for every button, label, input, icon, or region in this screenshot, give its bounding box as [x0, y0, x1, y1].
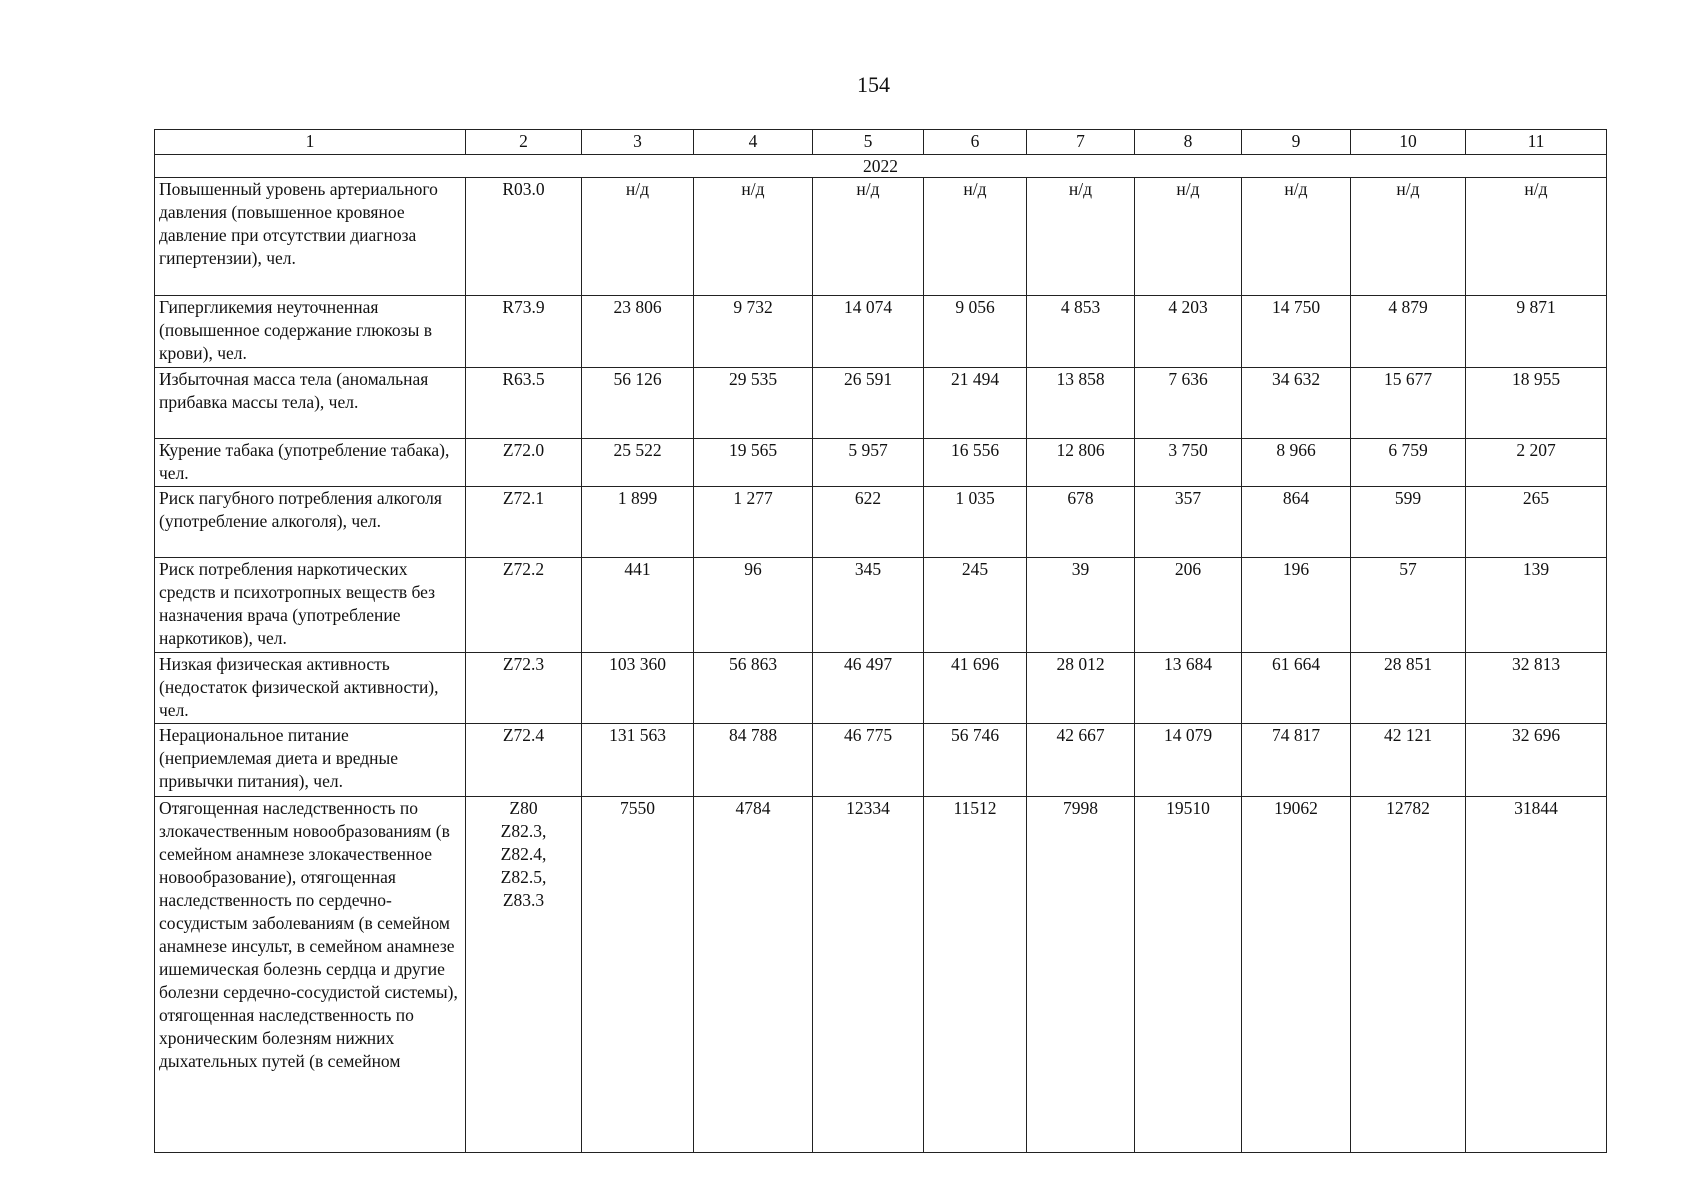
- year-label: 2022: [155, 155, 1607, 178]
- table-row: [155, 368, 1607, 439]
- value-cell: 19 565: [694, 439, 813, 487]
- column-header: 11: [1466, 130, 1607, 155]
- value-cell: 5 957: [813, 439, 924, 487]
- table-row: [155, 439, 1607, 487]
- diagnosis-code-cell: Z72.4: [466, 724, 582, 797]
- column-header: 8: [1135, 130, 1242, 155]
- table-row: [155, 653, 1607, 724]
- value-cell: 103 360: [582, 653, 694, 724]
- value-cell: 19062: [1242, 797, 1351, 1153]
- table-row: [155, 487, 1607, 558]
- value-cell: 9 871: [1466, 296, 1607, 368]
- column-header: 5: [813, 130, 924, 155]
- value-cell: н/д: [1351, 178, 1466, 296]
- value-cell: 441: [582, 558, 694, 653]
- value-cell: 18 955: [1466, 368, 1607, 439]
- value-cell: 196: [1242, 558, 1351, 653]
- diagnosis-code-cell: R73.9: [466, 296, 582, 368]
- column-header: 4: [694, 130, 813, 155]
- value-cell: 28 012: [1027, 653, 1135, 724]
- column-header: 9: [1242, 130, 1351, 155]
- table-row: [155, 178, 1607, 296]
- value-cell: 13 858: [1027, 368, 1135, 439]
- value-cell: 12334: [813, 797, 924, 1153]
- value-cell: 39: [1027, 558, 1135, 653]
- value-cell: 46 775: [813, 724, 924, 797]
- value-cell: 4 853: [1027, 296, 1135, 368]
- value-cell: 3 750: [1135, 439, 1242, 487]
- value-cell: 29 535: [694, 368, 813, 439]
- value-cell: 8 966: [1242, 439, 1351, 487]
- value-cell: 42 667: [1027, 724, 1135, 797]
- value-cell: 12782: [1351, 797, 1466, 1153]
- value-cell: 46 497: [813, 653, 924, 724]
- value-cell: 6 759: [1351, 439, 1466, 487]
- column-header: 3: [582, 130, 694, 155]
- value-cell: 56 863: [694, 653, 813, 724]
- value-cell: 74 817: [1242, 724, 1351, 797]
- value-cell: 23 806: [582, 296, 694, 368]
- column-header: 6: [924, 130, 1027, 155]
- value-cell: 32 813: [1466, 653, 1607, 724]
- column-header: 7: [1027, 130, 1135, 155]
- value-cell: 206: [1135, 558, 1242, 653]
- table-row: [155, 558, 1607, 653]
- value-cell: 864: [1242, 487, 1351, 558]
- value-cell: 131 563: [582, 724, 694, 797]
- indicator-cell: Гипергликемия неуточненная (повышенное содержание глюкозы в крови), чел.: [155, 296, 466, 368]
- value-cell: 11512: [924, 797, 1027, 1153]
- table-row: [155, 724, 1607, 797]
- value-cell: 15 677: [1351, 368, 1466, 439]
- value-cell: 96: [694, 558, 813, 653]
- value-cell: н/д: [1135, 178, 1242, 296]
- diagnosis-code-cell: Z80 Z82.3, Z82.4, Z82.5, Z83.3: [466, 797, 582, 1153]
- value-cell: 9 732: [694, 296, 813, 368]
- value-cell: 4784: [694, 797, 813, 1153]
- value-cell: н/д: [582, 178, 694, 296]
- indicator-cell: Избыточная масса тела (аномальная прибавка массы тела), чел.: [155, 368, 466, 439]
- indicator-cell: Курение табака (употребление табака), чел.: [155, 439, 466, 487]
- value-cell: 599: [1351, 487, 1466, 558]
- value-cell: 13 684: [1135, 653, 1242, 724]
- value-cell: 42 121: [1351, 724, 1466, 797]
- value-cell: 25 522: [582, 439, 694, 487]
- value-cell: 14 079: [1135, 724, 1242, 797]
- value-cell: 1 035: [924, 487, 1027, 558]
- value-cell: 139: [1466, 558, 1607, 653]
- value-cell: 265: [1466, 487, 1607, 558]
- indicator-cell: Риск пагубного потребления алкоголя (употребление алкоголя), чел.: [155, 487, 466, 558]
- value-cell: н/д: [1466, 178, 1607, 296]
- value-cell: 41 696: [924, 653, 1027, 724]
- value-cell: 61 664: [1242, 653, 1351, 724]
- value-cell: 357: [1135, 487, 1242, 558]
- indicator-cell: Риск потребления наркотических средств и психотропных веществ без назначения врача (употребление наркотиков), чел.: [155, 558, 466, 653]
- indicator-cell: Нерациональное питание (неприемлемая диета и вредные привычки питания), чел.: [155, 724, 466, 797]
- value-cell: н/д: [924, 178, 1027, 296]
- diagnosis-code-cell: R03.0: [466, 178, 582, 296]
- column-header: 2: [466, 130, 582, 155]
- value-cell: 622: [813, 487, 924, 558]
- value-cell: 21 494: [924, 368, 1027, 439]
- value-cell: 57: [1351, 558, 1466, 653]
- diagnosis-code-cell: Z72.3: [466, 653, 582, 724]
- column-number-row: [155, 130, 1607, 155]
- value-cell: 7998: [1027, 797, 1135, 1153]
- value-cell: 9 056: [924, 296, 1027, 368]
- column-header: 1: [155, 130, 466, 155]
- value-cell: 7550: [582, 797, 694, 1153]
- value-cell: 34 632: [1242, 368, 1351, 439]
- value-cell: 16 556: [924, 439, 1027, 487]
- value-cell: 345: [813, 558, 924, 653]
- indicator-cell: Низкая физическая активность (недостаток физической активности), чел.: [155, 653, 466, 724]
- indicator-cell: Отягощенная наследственность по злокачественным новообразованиям (в семейном анамнезе злокачественное новообразование), отягощенная наследственность по сердечно-сосудистым заболеваниям (в семейном анамнезе инсульт, в семейном анамнезе ишемическая болезнь сердца и другие болезни сердечно-сосудистой системы), отягощенная наследственность по хроническим болезням нижних дыхательных путей (в семейном: [155, 797, 466, 1153]
- value-cell: 678: [1027, 487, 1135, 558]
- value-cell: 28 851: [1351, 653, 1466, 724]
- diagnosis-code-cell: R63.5: [466, 368, 582, 439]
- value-cell: 14 074: [813, 296, 924, 368]
- value-cell: 56 746: [924, 724, 1027, 797]
- value-cell: н/д: [1027, 178, 1135, 296]
- value-cell: 84 788: [694, 724, 813, 797]
- table-row: [155, 797, 1607, 1153]
- value-cell: 12 806: [1027, 439, 1135, 487]
- value-cell: 4 203: [1135, 296, 1242, 368]
- value-cell: 1 899: [582, 487, 694, 558]
- value-cell: 56 126: [582, 368, 694, 439]
- value-cell: н/д: [694, 178, 813, 296]
- value-cell: 1 277: [694, 487, 813, 558]
- value-cell: н/д: [1242, 178, 1351, 296]
- value-cell: 26 591: [813, 368, 924, 439]
- table-row: [155, 296, 1607, 368]
- statistics-table: [154, 129, 1607, 1153]
- value-cell: 19510: [1135, 797, 1242, 1153]
- diagnosis-code-cell: Z72.1: [466, 487, 582, 558]
- value-cell: 7 636: [1135, 368, 1242, 439]
- year-row: [155, 155, 1607, 178]
- diagnosis-code-cell: Z72.0: [466, 439, 582, 487]
- value-cell: 32 696: [1466, 724, 1607, 797]
- value-cell: н/д: [813, 178, 924, 296]
- column-header: 10: [1351, 130, 1466, 155]
- diagnosis-code-cell: Z72.2: [466, 558, 582, 653]
- page-number: 154: [857, 72, 890, 97]
- indicator-cell: Повышенный уровень артериального давления (повышенное кровяное давление при отсутствии диагноза гипертензии), чел.: [155, 178, 466, 296]
- value-cell: 245: [924, 558, 1027, 653]
- value-cell: 2 207: [1466, 439, 1607, 487]
- value-cell: 4 879: [1351, 296, 1466, 368]
- value-cell: 14 750: [1242, 296, 1351, 368]
- value-cell: 31844: [1466, 797, 1607, 1153]
